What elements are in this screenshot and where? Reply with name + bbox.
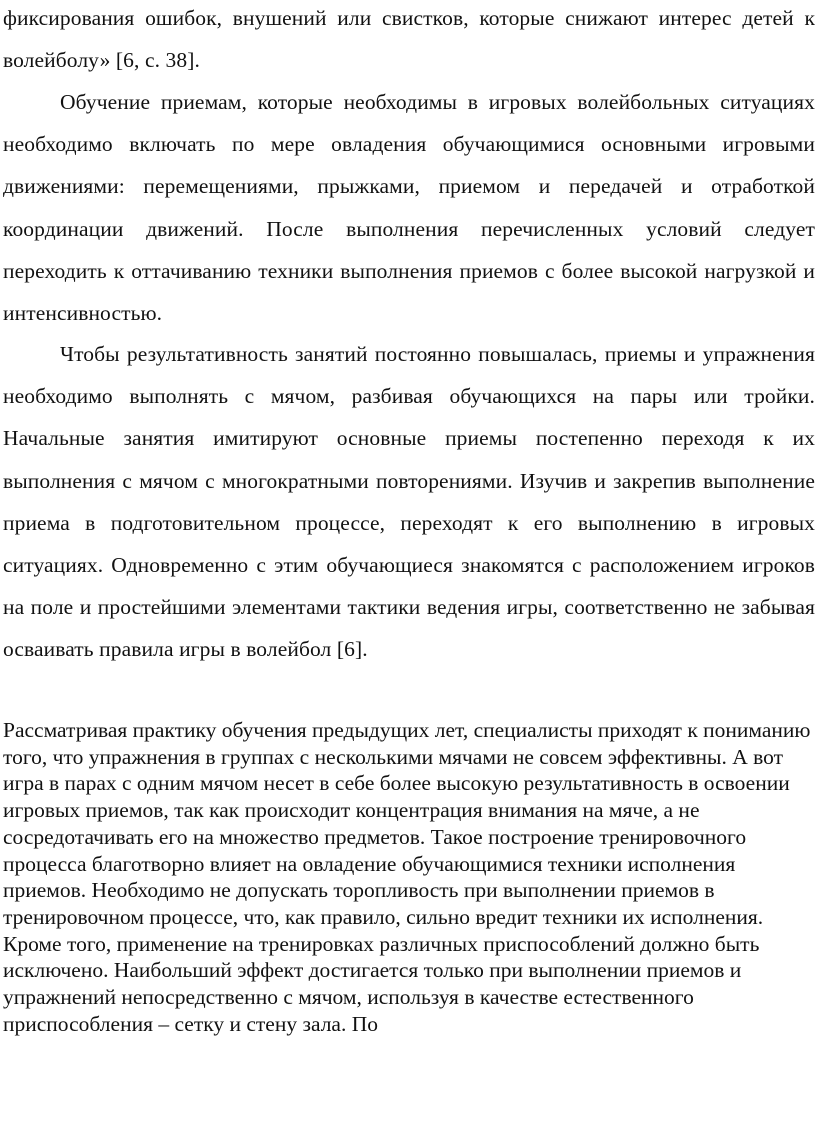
paragraph-practice-review: Рассматривая практику обучения предыдущих лет, специалисты приходят к пониманию того, что упражнения в группах с несколькими мячами не совсем эффективны. А вот игра в парах с одним мячом несет в себе более высокую результативность в освоении игровых приемов, так как происходит концентрация внимания на мяче, а не сосредотачивать его на множество предметов. Такое построение тренировочного процесса благотворно влияет на овладение обучающимися техники исполнения приемов. Необходимо не допускать торопливость при выполнении приемов в тренировочном процессе, что, как правило, сильно вредит техники их исполнения. Кроме того, применение на тренировках различных приспособлений должно быть исключено. Наибольший эффект достигается только при выполнении приемов и упражнений непосредственно с мячом, используя в качестве естественного приспособления – сетку и стену зала. По <box>3 718 811 1036</box>
paragraph-continuation: фиксирования ошибок, внушений или свистков, которые снижают интерес детей к волейболу» [6, с. 38]. <box>3 6 815 73</box>
paragraph-technique-training: Обучение приемам, которые необходимы в игровых волейбольных ситуациях необходимо включать по мере овладения обучающимися основными игровыми движениями: перемещениями, прыжками, приемом и передачей и отработкой координации движений. После выполнения перечисленных условий следует переходить к оттачиванию техники выполнения приемов с более высокой нагрузкой и интенсивностью. <box>3 90 815 326</box>
paragraph-ball-exercises: Чтобы результативность занятий постоянно повышалась, приемы и упражнения необходимо выполнять с мячом, разбивая обучающихся на пары или тройки. Начальные занятия имитируют основные приемы постепенно переходя к их выполнения с мячом с многократными повторениями. Изучив и закрепив выполнение приема в подготовительном процессе, переходят к его выполнению в игровых ситуациях. Одновременно с этим обучающиеся знакомятся с расположением игроков на поле и простейшими элементами тактики ведения игры, соответственно не забывая осваивать правила игры в волейбол [6]. <box>3 342 815 662</box>
